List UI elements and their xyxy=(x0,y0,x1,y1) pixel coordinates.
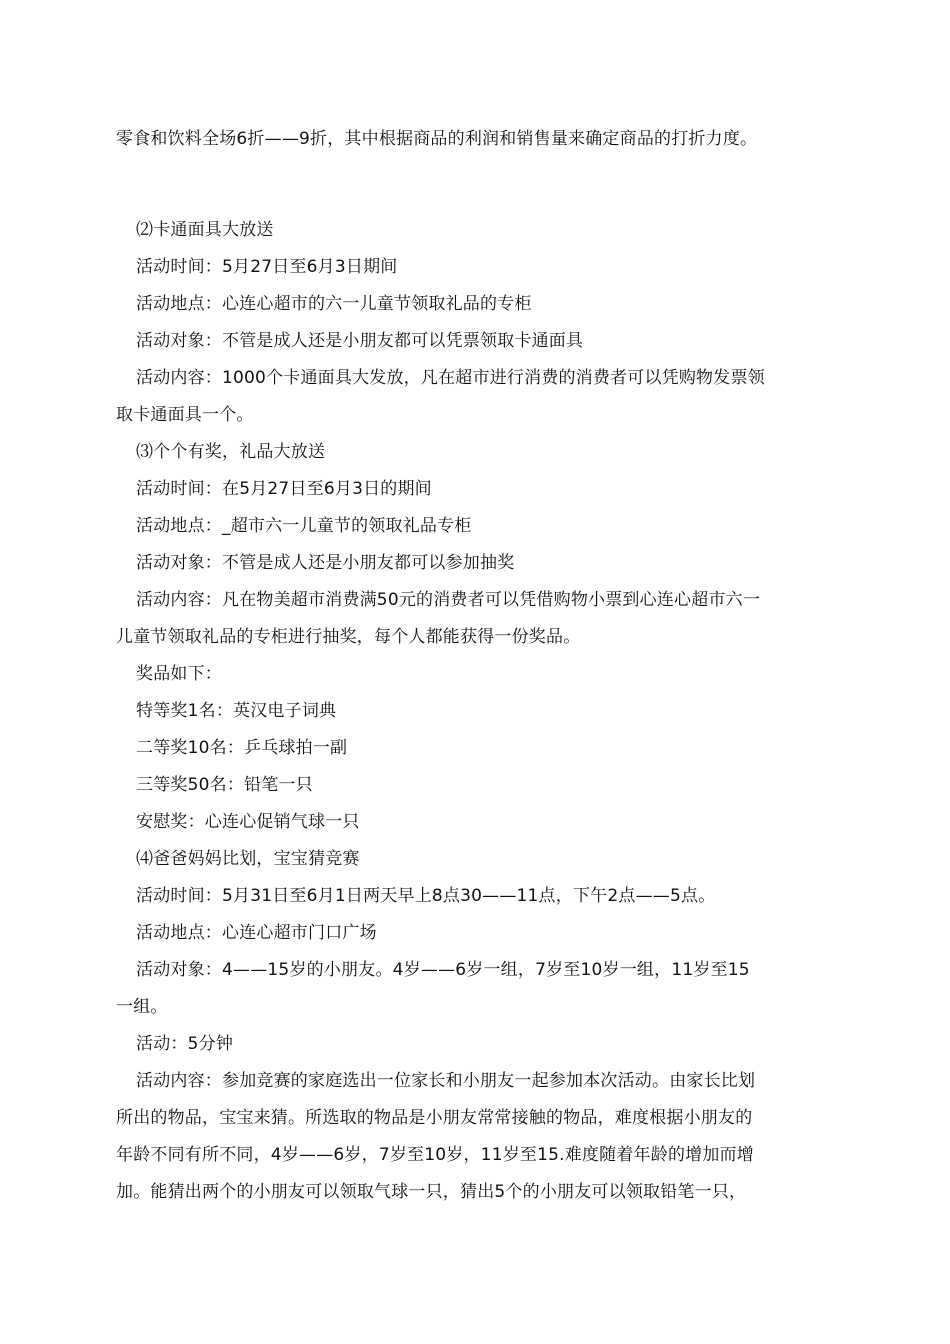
text-line: 活动内容：1000个卡通面具大发放，凡在超市进行消费的消费者可以凭购物发票领 xyxy=(136,368,765,388)
text-line: 活动地点：_超市六一儿童节的领取礼品专柜 xyxy=(136,516,472,536)
text-line: 所出的物品，宝宝来猜。所选取的物品是小朋友常常接触的物品，难度根据小朋友的 xyxy=(116,1108,753,1128)
section-heading: ⑶个个有奖，礼品大放送 xyxy=(136,442,326,462)
text-line: 活动地点：心连心超市门口广场 xyxy=(136,923,377,943)
text-line: 年龄不同有所不同，4岁——6岁，7岁至10岁，11岁至15.难度随着年龄的增加而增 xyxy=(116,1145,754,1165)
paragraph-gap xyxy=(116,158,838,212)
text-line: 活动对象：不管是成人还是小朋友都可以凭票领取卡通面具 xyxy=(136,331,584,351)
text-line: 活动对象：4——15岁的小朋友。4岁——6岁一组，7岁至10岁一组，11岁至15 xyxy=(136,960,750,980)
text-line: 活动时间：5月31日至6月1日两天早上8点30——11点，下午2点——5点。 xyxy=(136,886,716,906)
text-line: 活动内容：参加竞赛的家庭选出一位家长和小朋友一起参加本次活动。由家长比划 xyxy=(136,1071,756,1091)
prize-item: 特等奖1名：英汉电子词典 xyxy=(136,701,337,721)
prize-item: 二等奖10名：乒乓球拍一副 xyxy=(136,738,348,758)
text-line: 一组。 xyxy=(116,997,168,1017)
text-line: 活动内容：凡在物美超市消费满50元的消费者可以凭借购物小票到心连心超市六一 xyxy=(136,590,761,610)
text-line: 零食和饮料全场6折——9折，其中根据商品的利润和销售量来确定商品的打折力度。 xyxy=(116,129,758,149)
text-line: 加。能猜出两个的小朋友可以领取气球一只，猜出5个的小朋友可以领取铅笔一只， xyxy=(116,1182,747,1202)
text-line: 活动：5分钟 xyxy=(136,1034,234,1054)
text-line: 活动时间：5月27日至6月3日期间 xyxy=(136,257,398,277)
text-line: 活动地点：心连心超市的六一儿童节领取礼品的专柜 xyxy=(136,294,532,314)
section-heading: ⑵卡通面具大放送 xyxy=(136,220,274,240)
text-line: 活动对象：不管是成人还是小朋友都可以参加抽奖 xyxy=(136,553,515,573)
text-line: 取卡通面具一个。 xyxy=(116,405,254,425)
text-line: 儿童节领取礼品的专柜进行抽奖，每个人都能获得一份奖品。 xyxy=(116,627,581,647)
section-heading: ⑷爸爸妈妈比划，宝宝猜竞赛 xyxy=(136,849,360,869)
text-line: 奖品如下： xyxy=(136,664,222,684)
prize-item: 三等奖50名：铅笔一只 xyxy=(136,775,313,795)
text-line: 活动时间：在5月27日至6月3日的期间 xyxy=(136,479,432,499)
prize-item: 安慰奖：心连心促销气球一只 xyxy=(136,812,360,832)
